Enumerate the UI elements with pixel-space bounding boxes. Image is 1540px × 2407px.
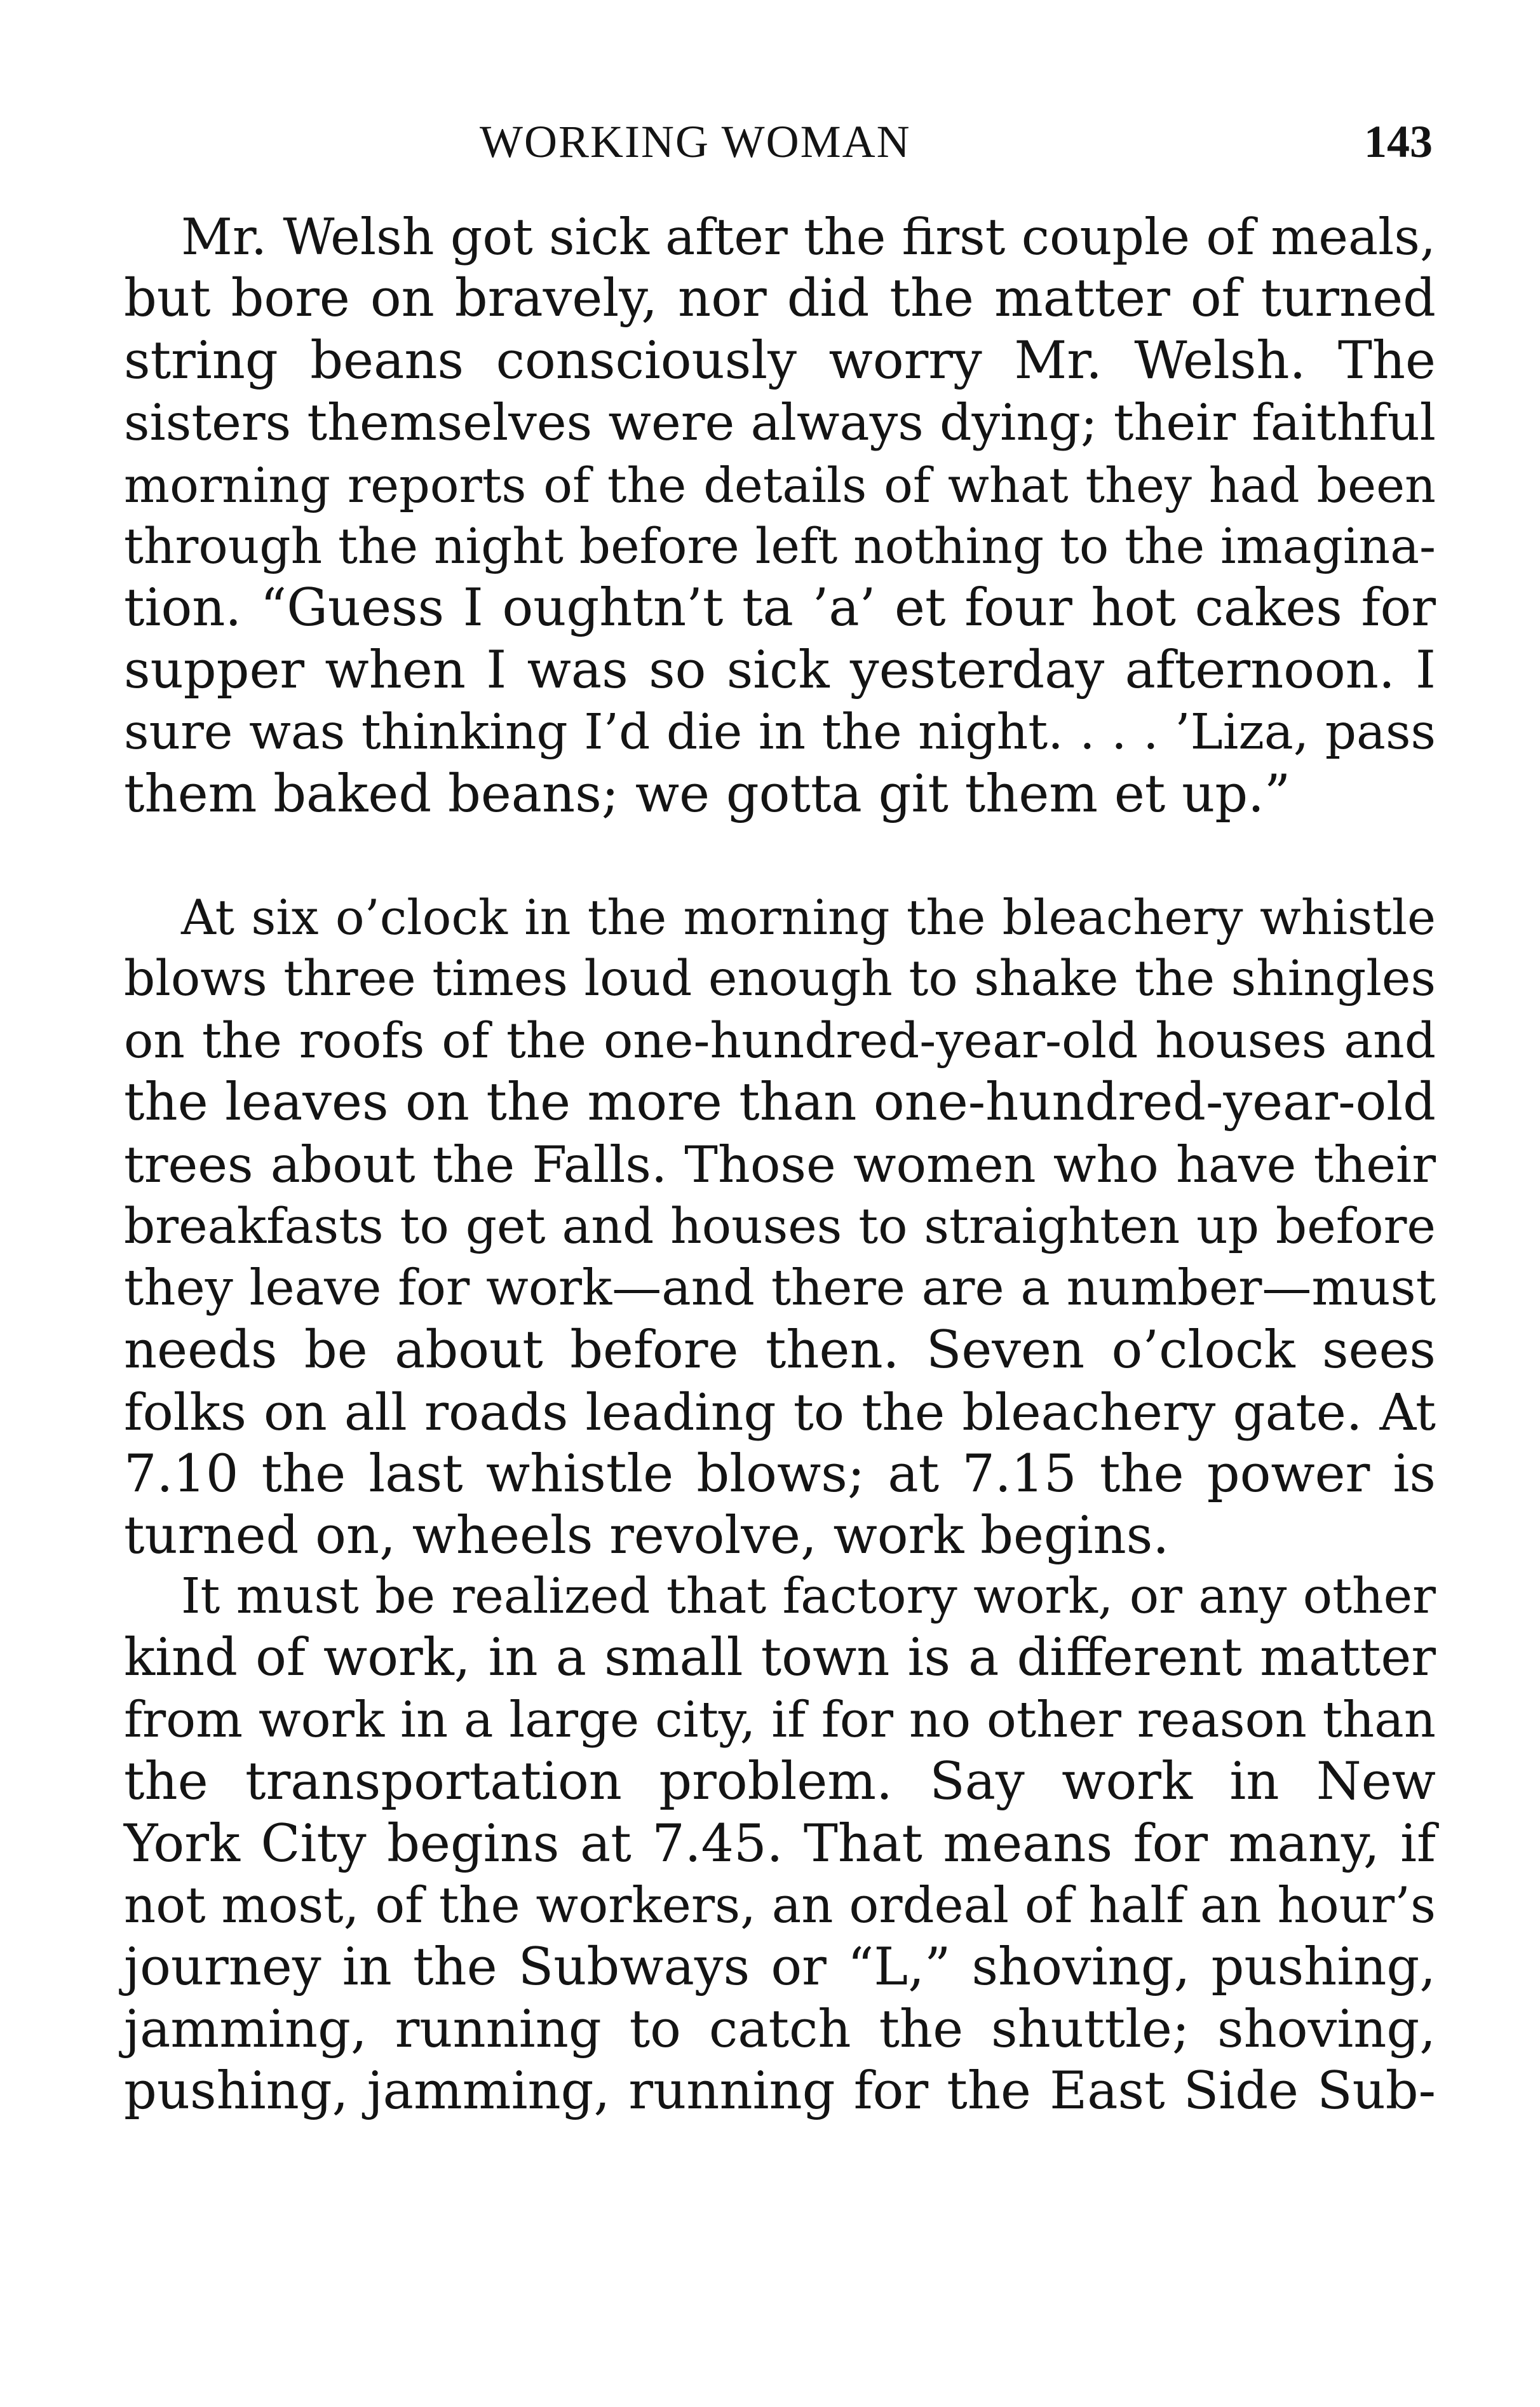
paragraph-3 <box>124 1566 1436 2123</box>
text-line: the transportation problem. Say work in New <box>124 1752 1436 1812</box>
text-line: sure was thinking I’d die in the night. . . . ’Liza, pass <box>124 704 1436 761</box>
text-line: morning reports of the details of what they had been <box>124 456 1436 513</box>
text-line: needs be about before then. Seven o’clock sees <box>124 1320 1436 1380</box>
running-head <box>124 116 1433 173</box>
text-line: from work in a large city, if for no other reason than <box>124 1691 1436 1749</box>
paragraph-1 <box>124 207 1436 825</box>
text-line: kind of work, in a small town is a different matter <box>124 1628 1436 1688</box>
text-line: York City begins at 7.45. That means for many, if <box>124 1814 1436 1874</box>
text-line: turned on, wheels revolve, work begins. <box>124 1505 1170 1566</box>
text-line: 7.10 the last whistle blows; at 7.15 the power is <box>124 1444 1436 1504</box>
text-line: through the night before left nothing to the imagina- <box>124 518 1436 575</box>
page-number: 143 <box>1364 116 1433 167</box>
text-line: on the roofs of the one-hundred-year-old houses and <box>124 1012 1436 1069</box>
text-line: Mr. Welsh got sick after the first couple of meals, <box>181 208 1436 266</box>
text-line: It must be realized that factory work, or any other <box>181 1568 1436 1625</box>
text-line: At six o’clock in the morning the bleachery whistle <box>181 889 1436 946</box>
text-line: the leaves on the more than one-hundred-year-old <box>124 1073 1436 1133</box>
text-line: they leave for work—and there are a number—must <box>124 1259 1436 1317</box>
text-line: tion. “Guess I oughtn’t ta ’a’ et four hot cakes for <box>124 578 1436 639</box>
text-line: them baked beans; we gotta git them et up.” <box>124 764 1291 824</box>
text-line: jamming, running to catch the shuttle; shoving, <box>124 1999 1436 2059</box>
text-line: journey in the Subways or “L,” shoving, pushing, <box>124 1937 1436 1998</box>
running-title: WORKING WOMAN <box>480 116 911 167</box>
text-line: sisters themselves were always dying; their faithful <box>124 393 1436 452</box>
text-line: trees about the Falls. Those women who have their <box>124 1135 1436 1194</box>
text-line: pushing, jamming, running for the East Side Sub- <box>124 2061 1436 2122</box>
text-line: folks on all roads leading to the bleachery gate. At <box>124 1383 1436 1442</box>
text-line: string beans consciously worry Mr. Welsh. The <box>124 330 1436 391</box>
text-line: not most, of the workers, an ordeal of half an hour’s <box>124 1876 1436 1934</box>
text-line: supper when I was so sick yesterday afternoon. I <box>124 640 1436 700</box>
paragraph-2 <box>124 886 1436 1567</box>
text-line: blows three times loud enough to shake the shingles <box>124 951 1436 1008</box>
text-line: breakfasts to get and houses to straighten up before <box>124 1198 1436 1255</box>
text-line: but bore on bravely, nor did the matter of turned <box>124 269 1436 329</box>
